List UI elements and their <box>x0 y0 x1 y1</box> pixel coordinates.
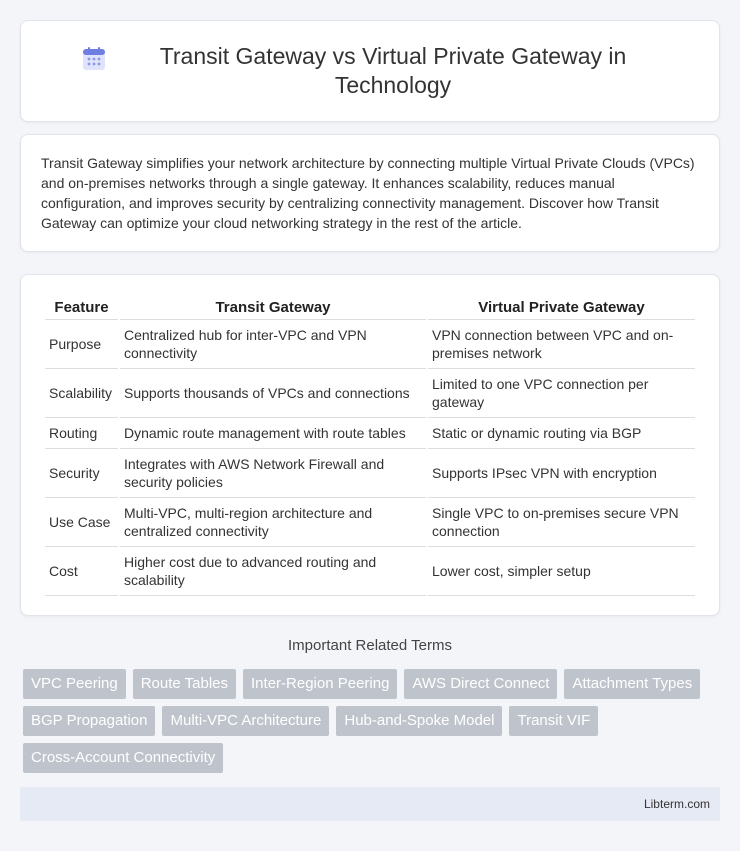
row-feature: Cost <box>45 547 118 596</box>
comparison-table-card <box>20 274 720 616</box>
header-virtual-private-gateway: Virtual Private Gateway <box>428 295 695 320</box>
footer <box>20 787 720 821</box>
row-feature: Use Case <box>45 498 118 547</box>
table-row <box>45 498 695 547</box>
row-feature: Scalability <box>45 369 118 418</box>
title-card <box>20 20 720 122</box>
tag-attachment-types[interactable]: Attachment Types <box>564 669 700 699</box>
page-title: Transit Gateway vs Virtual Private Gateway in Technology <box>159 43 627 98</box>
header-feature: Feature <box>45 295 118 320</box>
tag-multi-vpc-architecture[interactable]: Multi-VPC Architecture <box>162 706 329 736</box>
intro-paragraph: Transit Gateway simplifies your network architecture by connecting multiple Virtual Private Clouds (VPCs) and on-premises networks through a single gateway. It enhances scalability, reduces manual configuration, and improves security by centralizing connectivity management. Discover how Transit Gateway can optimize your cloud networking strategy in the rest of the article. <box>41 155 695 231</box>
table-row <box>45 547 695 596</box>
table-row <box>45 369 695 418</box>
row-feature: Purpose <box>45 320 118 369</box>
tag-bgp-propagation[interactable]: BGP Propagation <box>23 706 155 736</box>
row-feature: Routing <box>45 418 118 449</box>
tag-route-tables[interactable]: Route Tables <box>133 669 236 699</box>
tag-aws-direct-connect[interactable]: AWS Direct Connect <box>404 669 557 699</box>
table-header-row <box>45 295 695 320</box>
calendar-icon <box>81 46 107 72</box>
row-transit-gateway: Higher cost due to advanced routing and scalability <box>120 547 426 596</box>
row-transit-gateway: Multi-VPC, multi-region architecture and centralized connectivity <box>120 498 426 547</box>
row-virtual-private-gateway: Limited to one VPC connection per gateway <box>428 369 695 418</box>
comparison-table <box>43 295 697 596</box>
header-transit-gateway: Transit Gateway <box>120 295 426 320</box>
row-virtual-private-gateway: Supports IPsec VPN with encryption <box>428 449 695 498</box>
table-row <box>45 418 695 449</box>
tag-vpc-peering[interactable]: VPC Peering <box>23 669 126 699</box>
row-transit-gateway: Centralized hub for inter-VPC and VPN connectivity <box>120 320 426 369</box>
tag-transit-vif[interactable]: Transit VIF <box>509 706 598 736</box>
row-virtual-private-gateway: Single VPC to on-premises secure VPN connection <box>428 498 695 547</box>
table-row <box>45 449 695 498</box>
row-virtual-private-gateway: Lower cost, simpler setup <box>428 547 695 596</box>
row-transit-gateway: Supports thousands of VPCs and connections <box>120 369 426 418</box>
tag-hub-and-spoke-model[interactable]: Hub-and-Spoke Model <box>336 706 502 736</box>
row-virtual-private-gateway: VPN connection between VPC and on-premises network <box>428 320 695 369</box>
row-feature: Security <box>45 449 118 498</box>
row-transit-gateway: Integrates with AWS Network Firewall and security policies <box>120 449 426 498</box>
tag-inter-region-peering[interactable]: Inter-Region Peering <box>243 669 397 699</box>
row-virtual-private-gateway: Static or dynamic routing via BGP <box>428 418 695 449</box>
footer-site-link[interactable]: Libterm.com <box>643 797 710 811</box>
tag-cross-account-connectivity[interactable]: Cross-Account Connectivity <box>23 743 223 773</box>
related-terms-tags <box>23 669 723 780</box>
related-terms-title: Important Related Terms <box>288 637 452 654</box>
row-transit-gateway: Dynamic route management with route tables <box>120 418 426 449</box>
table-row <box>45 320 695 369</box>
intro-card <box>20 134 720 252</box>
